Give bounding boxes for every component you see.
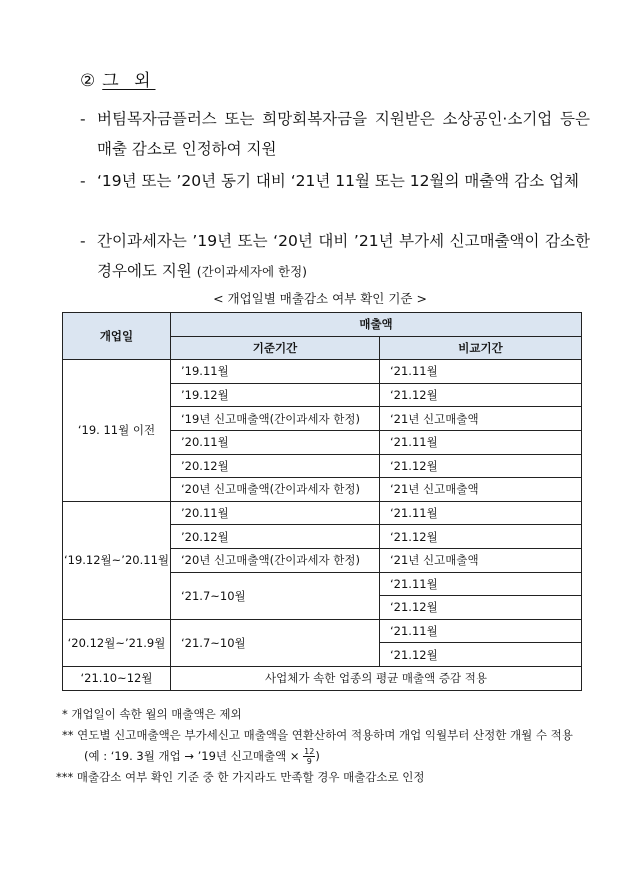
footnote-1: * 개업일이 속한 월의 매출액은 제외 (62, 707, 242, 721)
sales-criteria-table (62, 312, 582, 691)
compare-period-cell: ‘21.12월 (380, 525, 582, 549)
open-date-cell: ‘20.12월~’21.9월 (63, 619, 171, 666)
footnote-2: ** 연도별 신고매출액은 부가세신고 매출액을 연환산하여 적용하며 개업 익월부터 산정한 개월 수 적용 (62, 728, 573, 742)
header-sales: 매출액 (171, 313, 582, 337)
table-row (63, 619, 582, 643)
section-marker: ② (80, 71, 97, 91)
bullet-text: 버팀목자금플러스 또는 희망회복자금을 지원받은 소상공인·소기업 등은 매출 감소로 인정하여 지원 (97, 110, 590, 158)
table-row (63, 501, 582, 525)
compare-period-cell: ‘21.11월 (380, 360, 582, 384)
section-title: 그 외 (102, 71, 156, 91)
bullet-text: 간이과세자는 ’19년 또는 ‘20년 대비 ’21년 부가세 신고매출액이 감소한 경우에도 지원 (97, 232, 590, 280)
base-period-cell: ’19.11월 (171, 360, 380, 384)
fraction-denominator: 9 (306, 757, 312, 766)
compare-period-cell: ‘21.12월 (380, 596, 582, 620)
base-period-cell: ‘20년 신고매출액(간이과세자 한정) (171, 478, 380, 502)
compare-period-cell: ‘21년 신고매출액 (380, 548, 582, 572)
footnotes (56, 704, 573, 788)
industry-average-cell: 사업체가 속한 업종의 평균 매출액 증감 적용 (171, 666, 582, 690)
bullet-note: (간이과세자에 한정) (196, 264, 308, 279)
bullet-item (80, 226, 590, 287)
fraction (303, 747, 315, 766)
table-header-row (63, 313, 582, 337)
bullet-text: ‘19년 또는 ’20년 동기 대비 ‘21년 11월 또는 12월의 매출액 감소 업체 (97, 172, 580, 190)
table-caption: < 개업일별 매출감소 여부 확인 기준 > (213, 291, 427, 306)
compare-period-cell: ‘21.12월 (380, 643, 582, 667)
compare-period-cell: ‘21.11월 (380, 619, 582, 643)
base-period-cell: ‘21.7~10월 (171, 572, 380, 619)
base-period-cell: ’19.12월 (171, 383, 380, 407)
section-heading (80, 66, 156, 91)
base-period-cell: ‘21.7~10월 (171, 619, 380, 666)
compare-period-cell: ‘21.11월 (380, 572, 582, 596)
footnote-3: *** 매출감소 여부 확인 기준 중 한 가지라도 만족할 경우 매출감소로 인정 (56, 770, 425, 784)
footnote-example (62, 746, 573, 767)
compare-period-cell: ‘21.11월 (380, 501, 582, 525)
base-period-cell: ‘20년 신고매출액(간이과세자 한정) (171, 548, 380, 572)
bullet-item (80, 104, 590, 164)
compare-period-cell: ‘21.12월 (380, 454, 582, 478)
compare-period-cell: ‘21.12월 (380, 383, 582, 407)
base-period-cell: ’20.12월 (171, 454, 380, 478)
base-period-cell: ’20.11월 (171, 501, 380, 525)
compare-period-cell: ‘21년 신고매출액 (380, 478, 582, 502)
open-date-cell: ‘19. 11월 이전 (63, 360, 171, 502)
bullet-dash: - (80, 172, 86, 190)
fraction-numerator: 12 (304, 747, 315, 756)
open-date-cell: ‘19.12월~’20.11월 (63, 501, 171, 619)
example-suffix: ) (315, 749, 320, 763)
bullet-text-wrap (97, 226, 590, 287)
base-period-cell: ’20.12월 (171, 525, 380, 549)
base-period-cell: ’20.11월 (171, 430, 380, 454)
header-base-period: 기준기간 (171, 336, 380, 360)
header-compare-period: 비교기간 (380, 336, 582, 360)
header-open-date: 개업일 (63, 313, 171, 360)
base-period-cell: ‘19년 신고매출액(간이과세자 한정) (171, 407, 380, 431)
bullet-item (80, 166, 590, 196)
example-prefix: (예 : ‘19. 3월 개업 → ’19년 신고매출액 × (84, 749, 300, 763)
compare-period-cell: ‘21년 신고매출액 (380, 407, 582, 431)
open-date-cell: ‘21.10~12월 (63, 666, 171, 690)
bullet-dash: - (80, 232, 86, 250)
bullet-dash: - (80, 110, 86, 128)
table-row (63, 360, 582, 384)
compare-period-cell: ‘21.11월 (380, 430, 582, 454)
table-row (63, 666, 582, 690)
